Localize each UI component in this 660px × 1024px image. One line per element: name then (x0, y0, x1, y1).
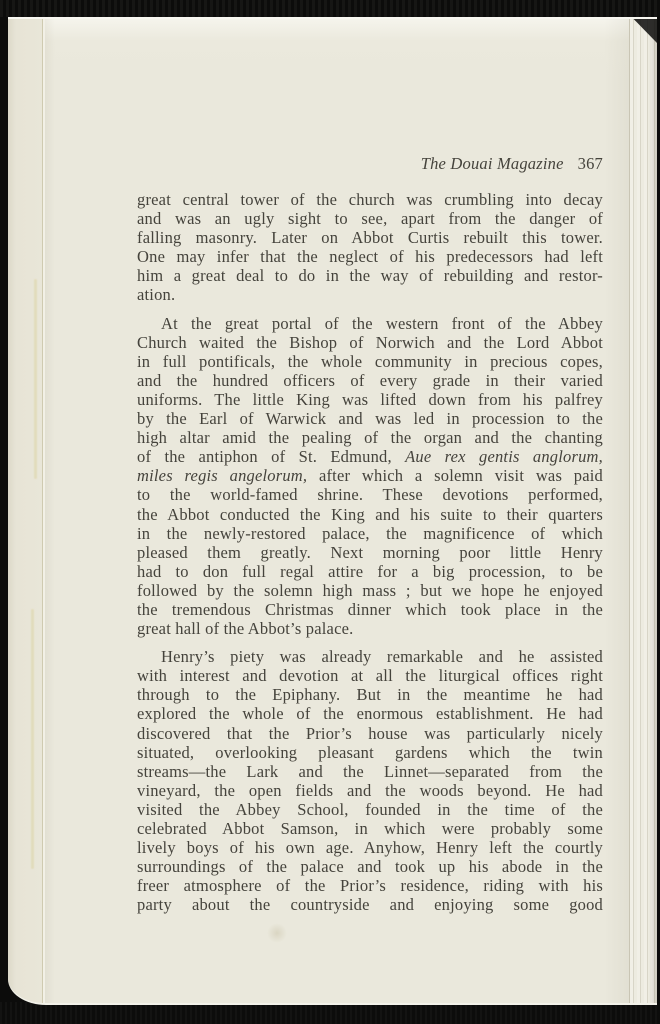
text-line: pleased them greatly. Next morning poor little Henry (137, 542, 603, 562)
text-line: the Abbot conducted the King and his suite to their quarters (137, 504, 603, 524)
text-line: to the world-famed shrine. These devotions performed, (137, 485, 603, 505)
text-line: situated, overlooking pleasant gardens which the twin (137, 742, 603, 762)
text-line: Church waited the Bishop of Norwich and the Lord Abbot (137, 332, 603, 352)
text-line: falling masonry. Later on Abbot Curtis rebuilt this tower. (137, 228, 603, 248)
text-line: with interest and devotion at all the liturgical offices right (137, 666, 603, 686)
paragraph (137, 190, 603, 305)
text-line: Henry’s piety was already remarkable and he assisted (161, 647, 603, 667)
text-line: surroundings of the palace and took up his abode in the (137, 857, 603, 877)
text-line: in full pontificals, the whole community in precious copes, (137, 351, 603, 371)
text-line: streams—the Lark and the Linnet—separated from the (137, 761, 603, 781)
left-page-edges (8, 19, 45, 1003)
journal-title: The Douai Magazine (420, 154, 564, 173)
text-line: by the Earl of Warwick and was led in procession to the (137, 409, 603, 429)
text-line: and was an ugly sight to see, apart from the danger of (137, 209, 603, 229)
page-number: 367 (577, 154, 603, 173)
text-line: celebrated Abbot Samson, in which were probably some (137, 819, 603, 838)
text-line: vineyard, the open fields and the woods beyond. He had (137, 780, 603, 800)
paper-stain (267, 923, 287, 943)
text-line: At the great portal of the western front of the Abbey (161, 313, 603, 333)
text-line: One may infer that the neglect of his predecessors had left (137, 247, 603, 267)
text-line: had to don full regal attire for a big procession, to be (137, 561, 603, 581)
paragraph (137, 314, 603, 639)
text-line: and the hundred officers of every grade in their varied (137, 370, 603, 390)
running-header (137, 154, 603, 173)
body-text (137, 190, 603, 914)
text-line: in the newly-restored palace, the magnificence of which (137, 523, 603, 543)
text-line: lively boys of his own age. Anyhow, Henry left the courtly (137, 838, 603, 858)
text-line: through to the Epiphany. But in the meantime he had (137, 685, 603, 705)
text-line: discovered that the Prior’s house was particularly nicely (137, 723, 603, 743)
scanned-page (45, 19, 630, 1003)
text-line: great hall of the Abbot’s palace. (137, 619, 354, 639)
text-line: the tremendous Christmas dinner which took place in the (137, 599, 603, 619)
text-line: freer atmosphere of the Prior’s residence, riding with his (137, 876, 603, 896)
text-line: great central tower of the church was crumbling into decay (137, 190, 603, 209)
text-line: followed by the solemn high mass ; but we hope he enjoyed (137, 580, 603, 600)
text-line: party about the countryside and enjoying some good (137, 895, 603, 915)
page-edge-streak (31, 609, 34, 869)
text-line: visited the Abbey School, founded in the time of the (137, 799, 603, 819)
paragraph (137, 647, 603, 914)
text-block (137, 154, 603, 914)
text-line: of the antiphon of St. Edmund, Aue rex gentis anglorum, (137, 447, 603, 467)
page-stack (8, 17, 657, 1005)
text-line: explored the whole of the enormous establishment. He had (137, 704, 603, 724)
text-line: high altar amid the pealing of the organ and the chanting (137, 428, 603, 448)
right-page-edges (629, 19, 657, 1003)
text-line: miles regis angelorum, after which a solemn visit was paid (137, 466, 603, 486)
text-line: uniforms. The little King was lifted down from his palfrey (137, 389, 603, 409)
text-line: him a great deal to do in the way of rebuilding and restor- (137, 266, 603, 286)
page-edge-streak (34, 279, 37, 479)
text-line: ation. (137, 285, 176, 305)
